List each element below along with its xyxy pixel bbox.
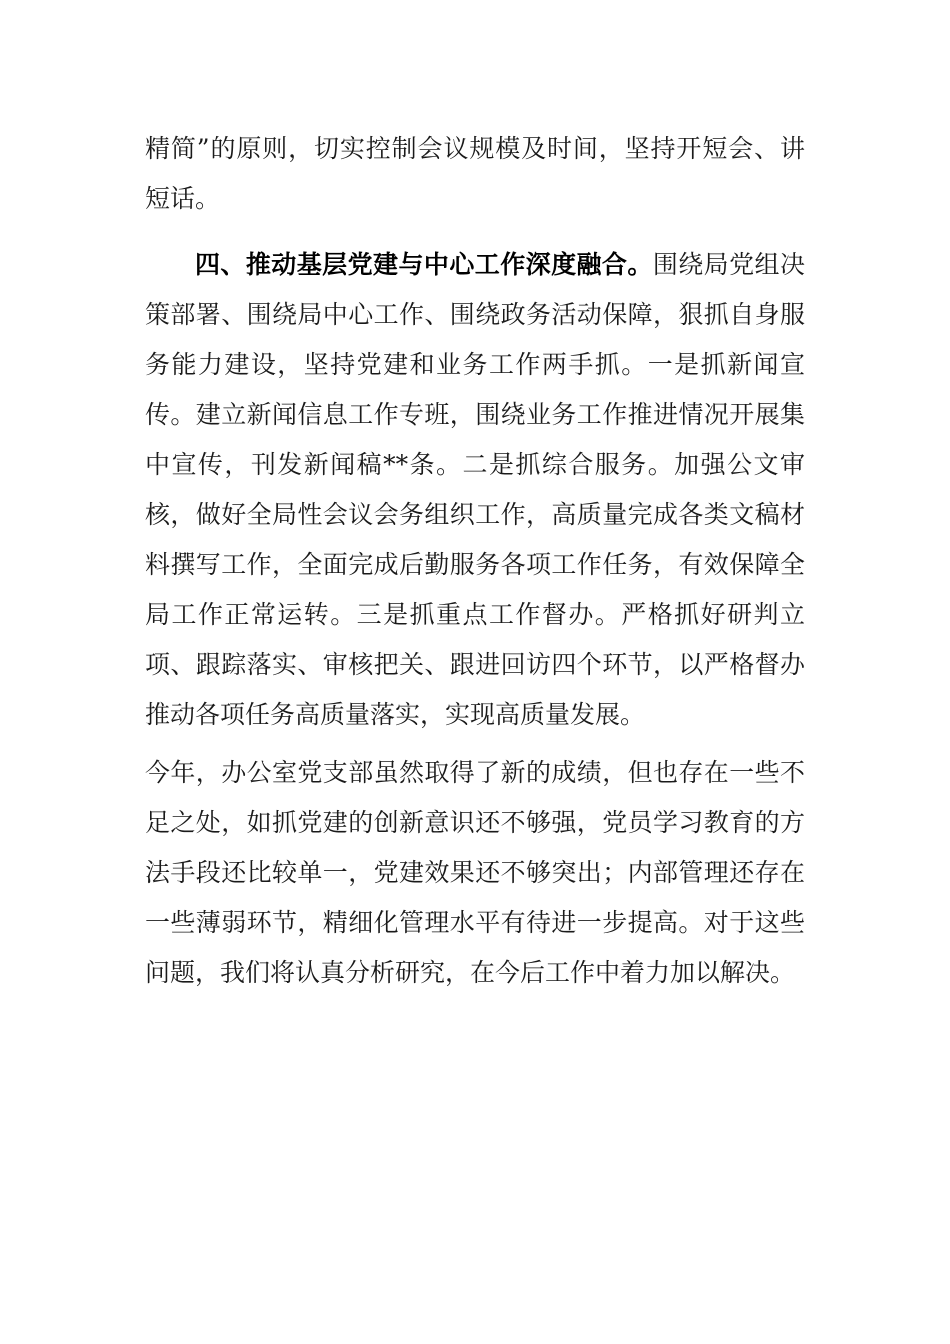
section-heading: 四、推动基层党建与中心工作深度融合。 bbox=[195, 250, 653, 279]
section-body: 围绕局党组决策部署、围绕局中心工作、围绕政务活动保障，狠抓自身服务能力建设，坚持党建和业务工作两手抓。一是抓新闻宣传。建立新闻信息工作专班，围绕业务工作推进情况开展集中宣传，刊发新闻稿**条。二是抓综合服务。加强公文审核，做好全局性会议会务组织工作，高质量完成各类文稿材料撰写工作，全面完成后勤服务各项工作任务，有效保障全局工作正常运转。三是抓重点工作督办。严格抓好研判立项、跟踪落实、审核把关、跟进回访四个环节，以严格督办推动各项任务高质量落实，实现高质量发展。 bbox=[145, 250, 805, 729]
paragraph-shortcomings: 今年，办公室党支部虽然取得了新的成绩，但也存在一些不足之处，如抓党建的创新意识还不够强，党员学习教育的方法手段还比较单一，党建效果还不够突出；内部管理还存在一些薄弱环节，精细化管理水平有待进一步提高。对于这些问题，我们将认真分析研究，在今后工作中着力加以解决。 bbox=[145, 758, 805, 987]
paragraph-section-four bbox=[145, 240, 805, 740]
paragraph-continuation: 精简”的原则，切实控制会议规模及时间，坚持开短会、讲短话。 bbox=[145, 134, 805, 213]
